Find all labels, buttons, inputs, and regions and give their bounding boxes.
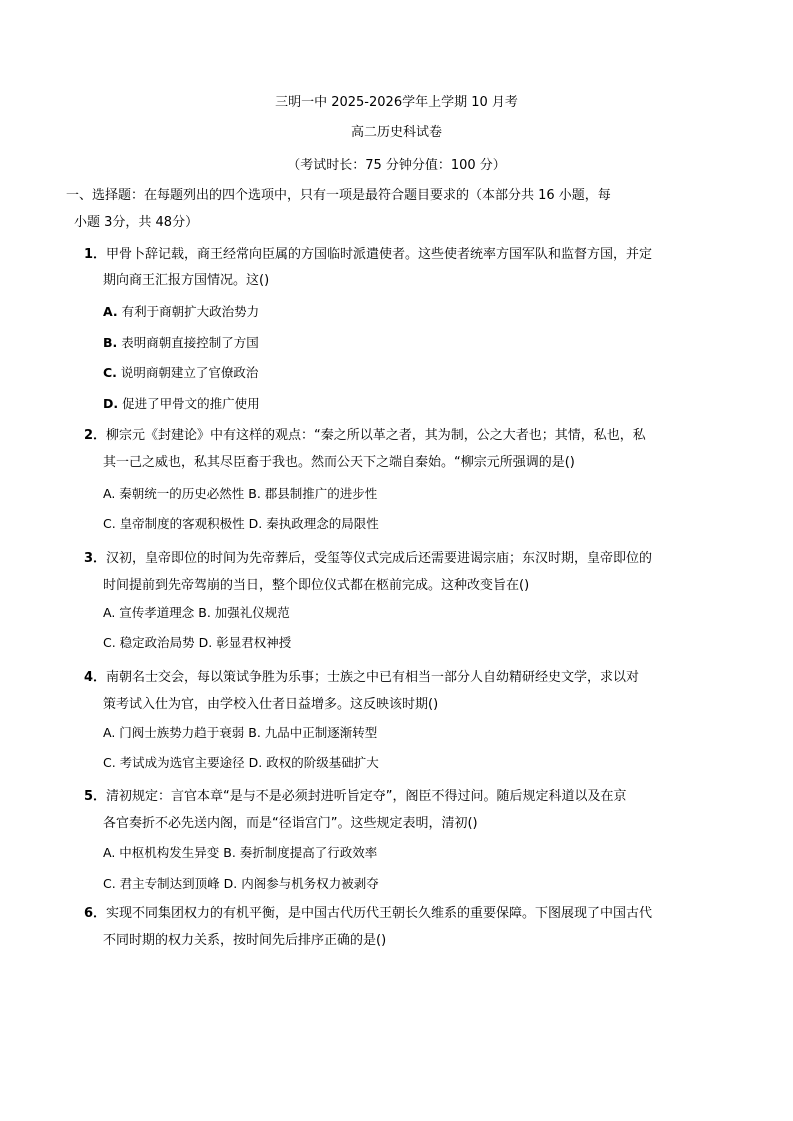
question-text: 柳宗元《封建论》中有这样的观点：“秦之所以革之者，其为制，公之大者也；其情，私也，私 <box>106 428 646 443</box>
question-3-stem <box>84 550 652 568</box>
question-5-options-cd: C. 君主专制达到顶峰 D. 内阁参与机务权力被剥夺 <box>103 876 379 891</box>
question-3-options-cd: C. 稳定政治局势 D. 彰显君权神授 <box>103 635 292 650</box>
question-6-stem-cont: 不同时期的权力关系，按时间先后排序正确的是() <box>103 933 387 948</box>
question-text: 汉初，皇帝即位的时间为先帝葬后，受玺等仪式完成后还需要进谒宗庙；东汉时期，皇帝即位的 <box>106 551 653 566</box>
question-number: 3． <box>84 551 107 566</box>
question-number: 5． <box>84 789 107 804</box>
question-5-stem <box>84 788 627 806</box>
question-text: 清初规定：言官本章“是与不是必须封进听旨定夺”，阁臣不得过问。随后规定科道以及在京 <box>106 789 627 804</box>
question-text: 实现不同集团权力的有机平衡，是中国古代历代王朝长久维系的重要保障。下图展现了中国古代 <box>106 906 653 921</box>
question-4-stem-cont: 策考试入仕为官，由学校入仕者日益增多。这反映该时期() <box>103 697 439 712</box>
question-2-stem-cont: 其一己之威也，私其尽臣畜于我也。然而公天下之端自秦始。“柳宗元所强调的是() <box>103 455 575 470</box>
section-heading: 一、选择题：在每题列出的四个选项中，只有一项是最符合题目要求的（本部分共 16 小题，每 <box>66 188 611 203</box>
question-1-stem-cont: 期向商王汇报方国情况。这() <box>103 273 270 288</box>
question-1-stem <box>84 246 652 264</box>
exam-meta: （考试时长：75 分钟分值：100 分） <box>287 158 506 173</box>
question-number: 4． <box>84 670 107 685</box>
question-number: 1． <box>84 247 107 262</box>
exam-subtitle: 高二历史科试卷 <box>350 125 442 140</box>
question-number: 6． <box>84 906 107 921</box>
question-text: 南朝名士交会，每以策试争胜为乐事；士族之中已有相当一部分人自幼精研经史文学，求以对 <box>106 670 640 685</box>
question-1-option-c: C. 说明商朝建立了官僚政治 <box>103 365 259 380</box>
question-4-options-cd: C. 考试成为选官主要途径 D. 政权的阶级基础扩大 <box>103 755 379 770</box>
question-6-stem <box>84 905 652 923</box>
question-3-stem-cont: 时间提前到先帝驾崩的当日，整个即位仪式都在柩前完成。这种改变旨在() <box>103 578 530 593</box>
question-4-stem <box>84 669 639 687</box>
section-heading-cont: 小题 3分，共 48分） <box>74 215 199 230</box>
question-text: 甲骨卜辞记载，商王经常向臣属的方国临时派遣使者。这些使者统率方国军队和监督方国，并定 <box>106 247 653 262</box>
question-5-options-ab: A. 中枢机构发生异变 B. 奏折制度提高了行政效率 <box>103 845 378 860</box>
question-1-option-b: B. 表明商朝直接控制了方国 <box>103 335 259 350</box>
question-1-option-d: D. 促进了甲骨文的推广使用 <box>103 396 260 411</box>
question-1-option-a: A. 有利于商朝扩大政治势力 <box>103 304 260 319</box>
exam-title: 三明一中 2025-2026学年上学期 10 月考 <box>275 95 518 110</box>
question-3-options-ab: A. 宣传孝道理念 B. 加强礼仪规范 <box>103 605 290 620</box>
question-2-options-cd: C. 皇帝制度的客观积极性 D. 秦执政理念的局限性 <box>103 516 379 531</box>
question-2-options-ab: A. 秦朝统一的历史必然性 B. 郡县制推广的进步性 <box>103 486 378 501</box>
question-number: 2． <box>84 428 107 443</box>
question-4-options-ab: A. 门阀士族势力趋于衰弱 B. 九品中正制逐渐转型 <box>103 725 378 740</box>
question-2-stem <box>84 427 646 445</box>
question-5-stem-cont: 各官奏折不必先送内阁，而是“径诣宫门”。这些规定表明，清初() <box>103 816 478 831</box>
